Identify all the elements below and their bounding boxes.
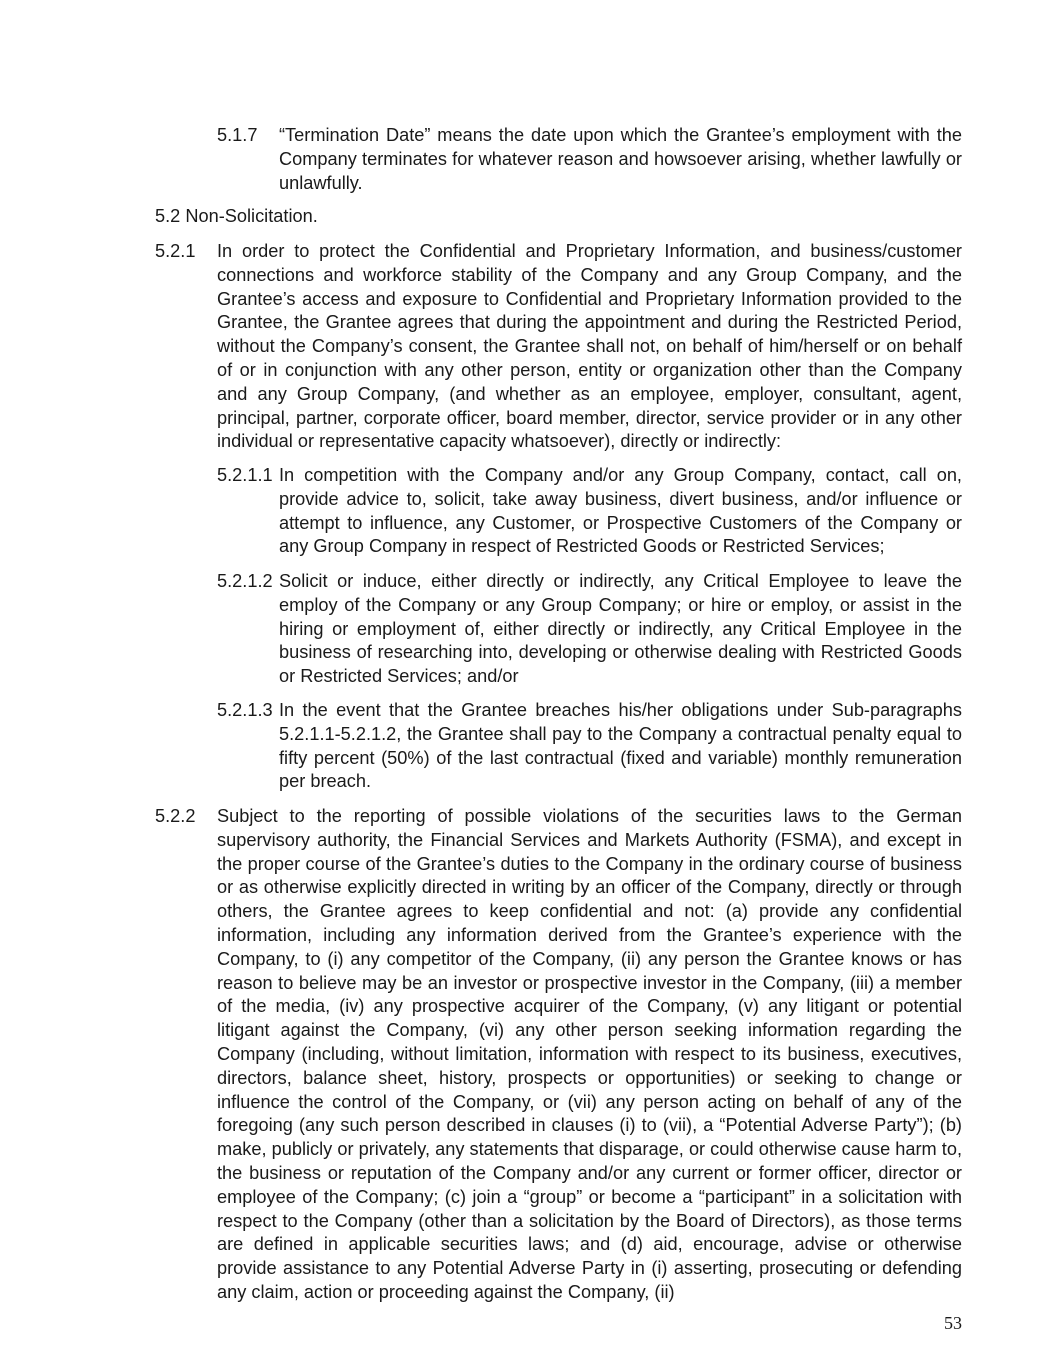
subclause-text-5-2-1-2: Solicit or induce, either directly or indirectly, any Critical Employee to leave the employ of the Company or any Group Company; or hire or employ, or assist in the hiring or employment of, either directly or indirectly, any Critical Employee in the business of researching into, developing or otherwise dealing with Restricted Goods or Restricted Services; and/or bbox=[279, 571, 962, 687]
subclause-number-5-2-1-2: 5.2.1.2 bbox=[217, 571, 273, 591]
clause-number-5-1-7: 5.1.7 bbox=[217, 125, 258, 145]
subclause-number-5-2-1-3: 5.2.1.3 bbox=[217, 700, 273, 720]
clause-text-5-1-7: “Termination Date” means the date upon which the Grantee’s employment with the Company terminates for whatever reason and howsoever arising, whether lawfully or unlawfully. bbox=[279, 125, 962, 193]
subclause-text-5-2-1-1: In competition with the Company and/or any Group Company, contact, call on, provide advice to, solicit, take away business, divert business, and/or influence or attempt to influence, any Customer, or Prospective Customers of the Company or any Group Company in respect of Restricted Goods or Restricted Services; bbox=[279, 465, 962, 557]
subclause-number-5-2-1-1: 5.2.1.1 bbox=[217, 465, 273, 485]
clause-number-5-2-2: 5.2.2 bbox=[155, 806, 196, 826]
subclause-text-5-2-1-3: In the event that the Grantee breaches his/her obligations under Sub-paragraphs 5.2.1.1-5.2.1.2, the Grantee shall pay to the Company a contractual penalty equal to fifty percent (50%) of the last contractual (fixed and variable) monthly remuneration per breach. bbox=[279, 700, 962, 792]
clause-text-5-2-2: Subject to the reporting of possible violations of the securities laws to the German supervisory authority, the Financial Services and Markets Authority (FSMA), and except in the proper course of the Grantee’s duties to the Company in the ordinary course of business or as otherwise explicitly directed in writing by an officer of the Company, directly or through others, the Grantee agrees to keep confidential and not: (a) provide any confidential information, including any information derived from the Grantee’s experience with the Company, to (i) any competitor of the Company, (ii) any person the Grantee knows or has reason to believe may be an investor or prospective investor in the Company, (iii) a member of the media, (iv) any prospective acquirer of the Company, (v) any litigant or potential litigant against the Company, (vi) any other person seeking information regarding the Company (including, without limitation, information with respect to its business, executives, directors, balance sheet, history, prospects or opportunities) or seeking to change or influence the control of the Company, or (vii) any person acting on behalf of any of the foregoing (any such person described in clauses (i) to (vii), a “Potential Adverse Party”); (b) make, publicly or privately, any statements that disparage, or could otherwise cause harm to, the business or reputation of the Company and/or any current or former officer, director or employee of the Company; (c) join a “group” or become a “participant” in a solicitation with respect to the Company (other than a solicitation by the Board of Directors), as those terms are defined in applicable securities laws; and (d) aid, encourage, advise or otherwise provide assistance to any Potential Adverse Party in (i) asserting, prosecuting or defending any claim, action or proceeding against the Company, (ii) bbox=[217, 806, 962, 1302]
clause-text-5-2-1: In order to protect the Confidential and Proprietary Information, and business/customer connections and workforce stability of the Company and any Group Company, and the Grantee’s access and exposure to Confidential and Proprietary Information provided to the Grantee, the Grantee agrees that during the appointment and during the Restricted Period, without the Company’s consent, the Grantee shall not, on behalf of him/herself or on behalf of or in conjunction with any other person, entity or organization other than the Company and any Group Company, (and whether as an employee, employer, consultant, agent, principal, partner, corporate officer, board member, director, service provider or in any other individual or representative capacity whatsoever), directly or indirectly: bbox=[217, 241, 962, 452]
page-number: 53 bbox=[944, 1313, 962, 1333]
clause-number-5-2-1: 5.2.1 bbox=[155, 241, 196, 261]
section-heading-5-2: 5.2 Non-Solicitation. bbox=[155, 206, 318, 226]
